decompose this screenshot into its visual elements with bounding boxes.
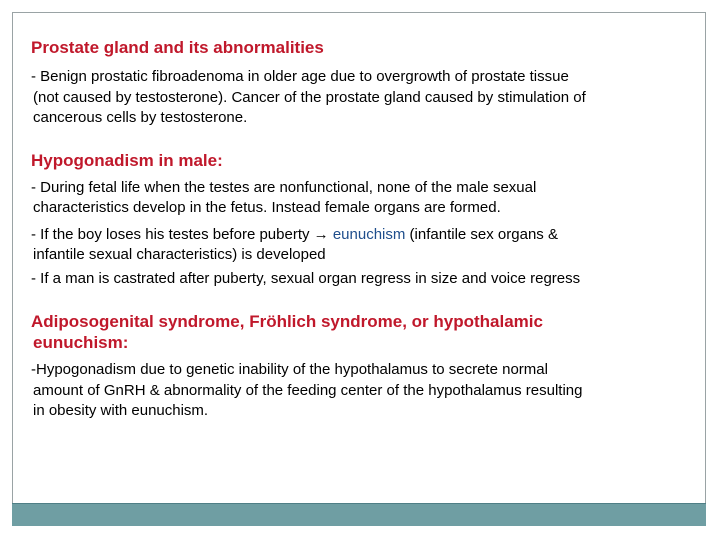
text-line: characteristics develop in the fetus. Instead female organs are formed. (33, 199, 501, 216)
text-line: infantile sexual characteristics) is developed (33, 246, 326, 263)
heading-adiposogenital (31, 311, 697, 353)
term-eunuchism: eunuchism (332, 225, 406, 243)
heading-hypogonadism: Hypogonadism in male: (31, 150, 223, 170)
text-line (31, 225, 697, 246)
text-line: amount of GnRH & abnormality of the feeding center of the hypothalamus resulting (33, 381, 583, 399)
paragraph-prostate (31, 67, 697, 129)
text-line: cancerous cells by testosterone. (33, 109, 248, 126)
text-segment: - If the boy loses his testes before puberty → (31, 225, 333, 243)
text-line: -Hypogonadism due to genetic inability of the hypothalamus to secrete normal (31, 361, 548, 378)
paragraph-castration (31, 269, 697, 290)
heading-prostate: Prostate gland and its abnormalities (31, 38, 324, 57)
slide-content (31, 37, 697, 422)
slide-bottom-bar (12, 503, 706, 526)
paragraph-fetal-life (31, 178, 697, 219)
text-line: (not caused by testosterone). Cancer of the prostate gland caused by stimulation of (33, 88, 586, 106)
text-line: - During fetal life when the testes are nonfunctional, none of the male sexual (31, 178, 537, 196)
heading-line: Adiposogenital syndrome, Fröhlich syndrome, or hypothalamic (31, 312, 543, 331)
text-line: - Benign prostatic fibroadenoma in older age due to overgrowth of prostate tissue (31, 68, 569, 85)
paragraph-adiposogenital (31, 360, 697, 422)
text-line: in obesity with eunuchism. (33, 402, 209, 419)
text-segment: (infantile sex organs & (405, 225, 558, 243)
paragraph-eunuchism (31, 225, 697, 266)
text-line: - If a man is castrated after puberty, sexual organ regress in size and voice regress (31, 269, 581, 287)
heading-line: eunuchism: (33, 333, 129, 352)
